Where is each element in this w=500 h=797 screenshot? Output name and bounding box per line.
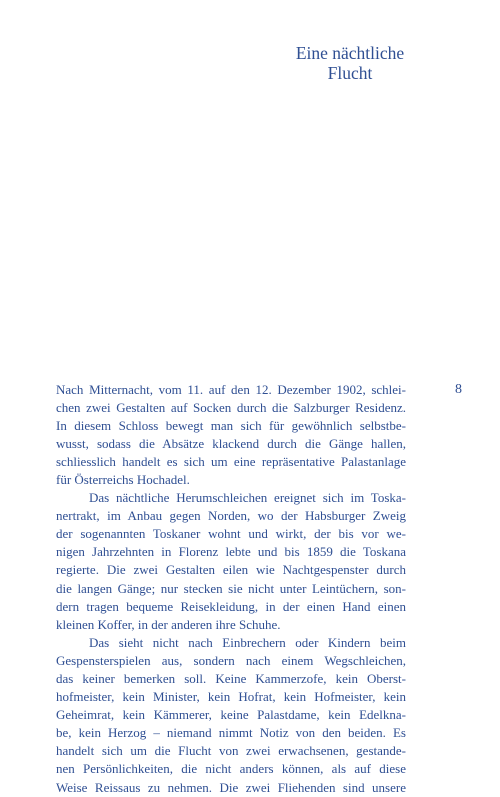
text-line: schliesslich handelt es sich um eine repräsentative Palastanlage bbox=[56, 453, 406, 469]
text-line: nen Persönlichkeiten, die nicht anders können, als auf diese bbox=[56, 761, 406, 777]
text-line: Das sieht nicht nach Einbrechern oder Kindern beim bbox=[89, 634, 406, 650]
text-line: Das nächtliche Herumschleichen ereignet sich im Toska- bbox=[89, 490, 406, 506]
text-line: In diesem Schloss bewegt man sich für gewöhnlich selbstbe- bbox=[56, 417, 406, 433]
chapter-title-line-2: Flucht bbox=[327, 63, 373, 83]
page-number: 8 bbox=[455, 382, 462, 397]
text-line: nertrakt, im Anbau gegen Norden, wo der Habsburger Zweig bbox=[56, 508, 406, 524]
text-line: Gespensterspielen aus, sondern nach einem Wegschleichen, bbox=[56, 652, 406, 668]
text-line: handelt sich um die Flucht von zwei erwachsenen, gestande- bbox=[56, 743, 406, 759]
text-line: die langen Gänge; nur stecken sie nicht unter Leintüchern, son- bbox=[56, 580, 406, 596]
text-line: wusst, sodass die Absätze klackend durch die Gänge hallen, bbox=[56, 435, 406, 451]
paragraph-2 bbox=[56, 489, 406, 634]
paragraph-3 bbox=[56, 634, 406, 797]
text-line: dern tragen bequeme Reisekleidung, in der einen Hand einen bbox=[56, 598, 406, 614]
chapter-title-line-1: Eine nächtliche bbox=[295, 43, 405, 63]
text-line: Nach Mitternacht, vom 11. auf den 12. Dezember 1902, schlei- bbox=[56, 381, 406, 397]
chapter-title bbox=[250, 43, 450, 83]
body-text bbox=[56, 381, 406, 797]
text-line: für Österreichs Hochadel. bbox=[56, 471, 190, 487]
text-line: regierte. Die zwei Gestalten eilen wie Nachtgespenster durch bbox=[56, 562, 406, 578]
text-line: der sogenannten Toskaner wohnt und wirkt, der bis vor we- bbox=[56, 526, 406, 542]
text-line: Geheimrat, kein Kämmerer, keine Palastdame, kein Edelkna- bbox=[56, 707, 406, 723]
text-line: Weise Reissaus zu nehmen. Die zwei Fliehenden sind unsere bbox=[56, 779, 406, 795]
text-line: chen zwei Gestalten auf Socken durch die Salzburger Residenz. bbox=[56, 399, 406, 415]
text-line: kleinen Koffer, in der anderen ihre Schuhe. bbox=[56, 616, 281, 632]
paragraph-1 bbox=[56, 381, 406, 490]
text-line: das keiner bemerken soll. Keine Kammerzofe, kein Oberst- bbox=[56, 671, 406, 686]
text-line: be, kein Herzog – niemand nimmt Notiz von den beiden. Es bbox=[56, 725, 406, 741]
text-line: hofmeister, kein Minister, kein Hofrat, kein Hofmeister, kein bbox=[56, 689, 406, 705]
text-line: nigen Jahrzehnten in Florenz lebte und bis 1859 die Toskana bbox=[56, 544, 406, 560]
